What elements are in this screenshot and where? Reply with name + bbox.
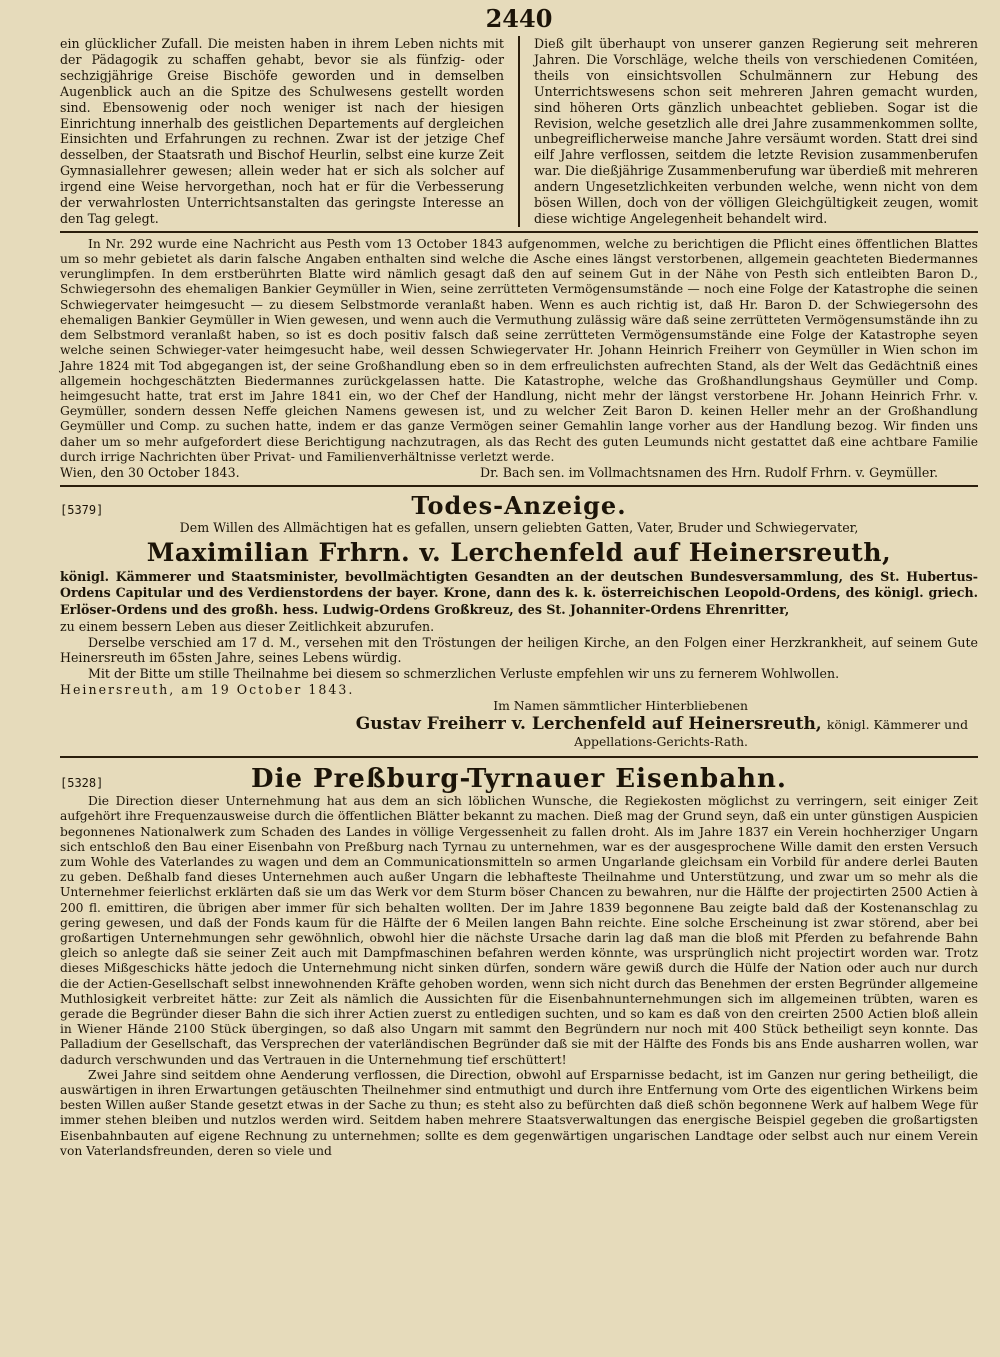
deceased-name: Maximilian Frhrn. v. Lerchenfeld auf Heinersreuth,	[146, 537, 892, 567]
ad-number: [5328]	[60, 776, 104, 791]
death-notice-para2: Mit der Bitte um stille Theilnahme bei diesem so schmerzlichen Verluste empfehlen wir uns zu fernerem Wohlwollen.	[88, 666, 840, 682]
page-number: 2440	[485, 4, 553, 33]
signature-intro: Im Namen sämmtlicher Hinterbliebenen	[493, 698, 748, 714]
correction-notice	[60, 233, 978, 487]
death-notice	[60, 487, 978, 758]
ad-number: [5379]	[60, 502, 104, 517]
correction-signature: Dr. Bach sen. im Vollmachtsnamen des Hrn. Rudolf Frhrn. v. Geymüller.	[479, 464, 938, 480]
correction-signline	[60, 465, 978, 481]
left-column-text: ein glücklicher Zufall. Die meisten haben in ihrem Leben nichts mit der Pädagogik zu schaffen gehabt, bevor sie als fünfzig- oder sechzigjährige Greise Bischöfe geworden und in demselben Augenblick auch an die Spitze des Schulwesens gestellt worden sind. Ebensowenig oder noch weniger ist nach der hiesigen Einrichtung innerhalb des geistlichen Departements auf dergleichen Einsichten und Erfahrungen zu rechnen. Zwar ist der jetzige Chef desselben, der Staatsrath und Bischof Heurlin, selbst eine kurze Zeit Gymnasiallehrer gewesen; allein weder hat er sich als solcher auf irgend eine Weise hervorgethan, noch hat er für die Verbesserung der verwahrlosten Unterrichtsanstalten das geringste Interesse an den Tag gelegt.	[60, 36, 504, 226]
deceased-titles: königl. Kämmerer und Staatsminister, bevollmächtigten Gesandten an der deutschen Bundesversammlung, des St. Hubertus-Ordens Capitular und des Verdienstordens der bayer. Krone, dann des k. k. österreichischen Leopold-Ordens, des königl. griech. Erlöser-Ordens und des großh. hess. Ludwig-Ordens Großkreuz, des St. Johanniter-Ordens Ehrenritter,	[60, 568, 978, 618]
death-notice-line: zu einem bessern Leben aus dieser Zeitlichkeit abzurufen.	[60, 618, 435, 634]
signature-title-2: Appellations-Gerichts-Rath.	[574, 734, 748, 750]
railway-header	[60, 764, 978, 794]
death-notice-title: Todes-Anzeige.	[411, 490, 627, 520]
death-notice-para1: Derselbe verschied am 17 d. M., versehen mit den Tröstungen der heiligen Kirche, an den Folgen einer Herzkrankheit, auf seinem Gute Heinersreuth im 65sten Jahre, seines Lebens würdig.	[60, 634, 978, 666]
death-notice-place-date: Heinersreuth, am 19 October 1843.	[60, 682, 355, 698]
signature-title: königl. Kämmerer und	[826, 717, 968, 733]
railway-title: Die Preßburg-Tyrnauer Eisenbahn.	[251, 764, 787, 795]
death-notice-header	[60, 491, 978, 520]
railway-article	[60, 758, 978, 1159]
top-columns	[60, 36, 978, 233]
railway-para2: Zwei Jahre sind seitdem ohne Aenderung verflossen, die Direction, obwohl auf Ersparnisse bedacht, ist im Ganzen nur gering betheiligt, die auswärtigen in ihren Erwartungen getäuschten Theilnehmer sind entmuthigt und durch ihre Entfernung vom Orte des eigentlichen Wirkens beim besten Willen außer Stande gesetzt etwas in der Sache zu thun; es steht also zu befürchten daß dieß schön begonnene Werk auf halbem Wege für immer stehen bleiben und nutzlos werden wird. Seitdem haben mehrere Staatsverwaltungen das energische Beispiel gegeben die großartigsten Eisenbahnbauten auf eigene Rechnung zu unternehmen; sollte es dem gegenwärtigen ungarischen Landtage oder selbst auch nur einem Verein von Vaterlandsfreunden, deren so viele und	[60, 1067, 978, 1158]
signature-line	[60, 714, 968, 734]
column-divider	[518, 36, 520, 227]
signature-name: Gustav Freiherr v. Lerchenfeld auf Heinersreuth,	[355, 714, 822, 735]
death-notice-signature	[60, 698, 978, 750]
correction-text: In Nr. 292 wurde eine Nachricht aus Pesth vom 13 October 1843 aufgenommen, welche zu berichtigen die Pflicht eines öffentlichen Blattes um so mehr gebietet als darin falsche Angaben enthalten sind welche die Asche eines längst verstorbenen, allgemein geachteten Biedermannes verunglimpfen. In dem erstberührten Blatte wird nämlich gesagt daß den auf seinem Gut in der Nähe von Pesth sich entleibten Baron D., Schwiegersohn des ehemaligen Bankier Geymüller in Wien, seine zerrütteten Vermögensumstände — noch eine Folge der Katastrophe die seinen Schwiegervater heimgesucht — zu diesem Selbstmorde veranlaßt haben. Wenn es auch richtig ist, daß Hr. Baron D. der Schwiegersohn des ehemaligen Bankier Geymüller in Wien gewesen, und wenn auch die Vermuthung zulässig wäre daß seine zerrütteten Vermögensumstände ihn zu dem Selbstmord veranlaßt haben, so ist es doch positiv falsch daß seine zerrütteten Vermögensumstände eine Folge der Katastrophe seyen welche seinen Schwieger-vater heimgesucht habe, weil dessen Schwiegervater Hr. Johann Heinrich Freiherr von Geymüller in Wien schon im Jahre 1824 mit Tod abgegangen ist, der seine Großhandlung eben so in dem erfreulichsten aufrechten Stand, als der Welt das Gedächtniß eines allgemein hochgeschätzten Biedermannes zurückgelassen hatte. Die Katastrophe, welche das Großhandlungshaus Geymüller und Comp. heimgesucht hatte, trat erst im Jahre 1841 ein, wo der Chef der Handlung, nicht mehr der längst verstorbene Hr. Johann Heinrich Frhr. v. Geymüller, sondern dessen Neffe gleichen Namens gewesen ist, und zu welcher Zeit Baron D. keinen Heller mehr an der Großhandlung Geymüller und Comp. zu suchen hatte, indem er das ganze Vermögen seiner Gemahlin lange vorher aus der Handlung bezog. Wir finden uns daher um so mehr aufgefordert diese Berichtigung nachzutragen, als das Recht des guten Leumunds nicht gestattet daß eine achtbare Familie durch irrige Nachrichten über Privat- und Familienverhältnisse verletzt werde.	[60, 236, 978, 464]
left-column	[60, 36, 504, 227]
right-column	[534, 36, 978, 227]
railway-para1: Die Direction dieser Unternehmung hat aus dem an sich löblichen Wunsche, die Regiekosten möglichst zu verringern, seit einiger Zeit aufgehört ihre Frequenzausweise durch die öffentlichen Blätter bekannt zu machen. Dieß mag der Grund seyn, daß ein unter günstigen Auspicien begonnenes Nationalwerk zum Schaden des Landes in völlige Vergessenheit zu fallen droht. Als im Jahre 1837 ein Verein hochherziger Ungarn sich entschloß den Bau einer Eisenbahn von Preßburg nach Tyrnau zu unternehmen, war es der ausgesprochene Wille damit den ersten Versuch zum Wohle des Vaterlandes zu wagen und dem an Communicationsmitteln so armen Ungarlande gleichsam ein Vorbild für andere derlei Bauten zu geben. Deßhalb fand dieses Unternehmen auch außer Ungarn die lebhafteste Theilnahme und Unterstützung, und zwar um so mehr als die Unternehmer feierlichst erklärten daß sie um das Werk vor dem Sturm böser Chancen zu bewahren, nur die Hälfte der projectirten 2500 Actien à 200 fl. emittiren, die übrigen aber immer für sich behalten wollten. Der im Jahre 1839 begonnene Bau zeigte bald daß der Kostenanschlag zu gering gewesen, und daß der Fonds kaum für die Hälfte der 6 Meilen langen Bahn reichte. Eine solche Erscheinung ist zwar störend, aber bei großartigen Unternehmungen sehr gewöhnlich, obwohl hier die nächste Ursache darin lag daß man die bloß mit Pferden zu befahrende Bahn gleich so anlegte daß sie seiner Zeit auch mit Dampfmaschinen befahren werden könnte, was ursprünglich nicht projectirt worden war. Trotz dieses Mißgeschicks hätte jedoch die Unternehmung nicht sinken dürfen, sondern wäre gewiß durch die Hülfe der Nation oder auch nur durch die der Actien-Gesellschaft selbst innewohnenden Kräfte gehoben worden, wenn sich nicht durch das Benehmen der ersten Begründer allgemeine Muthlosigkeit verbreitet hätte: zur Zeit als nämlich die Aussichten für die Eisenbahnunternehmungen sich im allgemeinen trübten, waren es gerade die Begründer dieser Bahn die sich ihrer Actien zuerst zu entledigen suchten, und so kam es daß von den creirten 2500 Actien bloß allein in Wiener Hände 2100 Stück übergingen, so daß also Ungarn mit sammt den Begründern nur noch mit 400 Stück betheiligt seyn konnte. Das Palladium der Gesellschaft, das Versprechen der vaterländischen Begründer daß sie mit der Hälfte des Fonds bis ans Ende ausharren wollen, war dadurch verschwunden und das Vertrauen in die Unternehmung tief erschüttert!	[60, 794, 978, 1067]
right-column-text: Dieß gilt überhaupt von unserer ganzen Regierung seit mehreren Jahren. Die Vorschläge, welche theils von verschiedenen Comitéen, theils von einsichtsvollen Schulmännern zur Hebung des Unterrichtswesens schon seit mehreren Jahren gemacht wurden, sind höheren Orts gänzlich unbeachtet geblieben. Sogar ist die Revision, welche gesetzlich alle drei Jahre zusammenkommen sollte, unbegreiflicherweise manche Jahre versäumt worden. Statt drei sind eilf Jahre verflossen, seitdem die letzte Revision zusammenberufen war. Die dießjährige Zusammenberufung war überdieß mit mehreren andern Ungesetzlichkeiten verbunden welche, wenn nicht von dem bösen Willen, doch von der völligen Gleichgültigkeit zeugen, womit diese wichtige Angelegenheit behandelt wird.	[534, 36, 978, 226]
death-notice-intro: Dem Willen des Allmächtigen hat es gefallen, unsern geliebten Gatten, Vater, Bruder und Schwiegervater,	[179, 519, 859, 535]
correction-place-date: Wien, den 30 October 1843.	[60, 464, 240, 480]
